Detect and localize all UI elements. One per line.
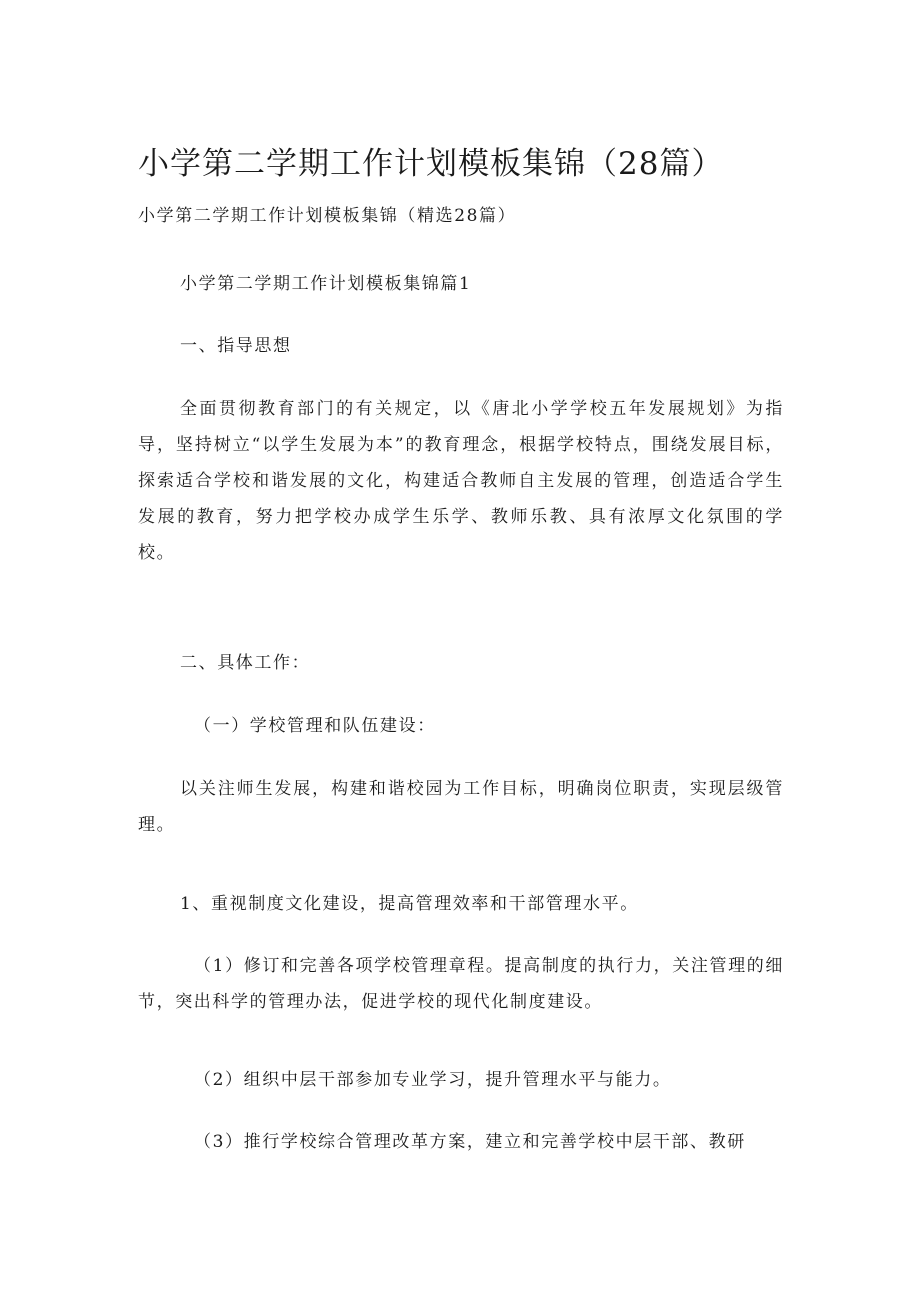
list-item: （1）修订和完善各项学校管理章程。提高制度的执行力，关注管理的细节，突出科学的管理办法，促进学校的现代化制度建设。 (138, 956, 784, 1012)
list-item: 1、重视制度文化建设，提高管理效率和干部管理水平。 (180, 894, 639, 914)
list-item: （3）推行学校综合管理改革方案，建立和完善学校中层干部、教研 (194, 1132, 746, 1152)
document-subtitle: 小学第二学期工作计划模板集锦（精选28篇） (138, 206, 517, 226)
body-paragraph: 以关注师生发展，构建和谐校园为工作目标，明确岗位职责，实现层级管理。 (138, 779, 784, 835)
body-paragraph: 全面贯彻教育部门的有关规定，以《唐北小学学校五年发展规划》为指导，坚持树立“以学生发展为本”的教育理念，根据学校特点，围绕发展目标，探索适合学校和谐发展的文化，构建适合教师自主发展的管理，创造适合学生发展的教育，努力把学校办成学生乐学、教师乐教、具有浓厚文化氛围的学校。 (138, 399, 784, 563)
section-heading: 二、具体工作： (180, 653, 311, 673)
list-item: （2）组织中层干部参加专业学习，提升管理水平与能力。 (194, 1070, 672, 1090)
document-title: 小学第二学期工作计划模板集锦（28篇） (138, 146, 724, 182)
section-heading: 一、指导思想 (180, 336, 292, 356)
subsection-heading: （一）学校管理和队伍建设： (194, 716, 436, 736)
section-heading: 小学第二学期工作计划模板集锦篇1 (180, 274, 472, 294)
